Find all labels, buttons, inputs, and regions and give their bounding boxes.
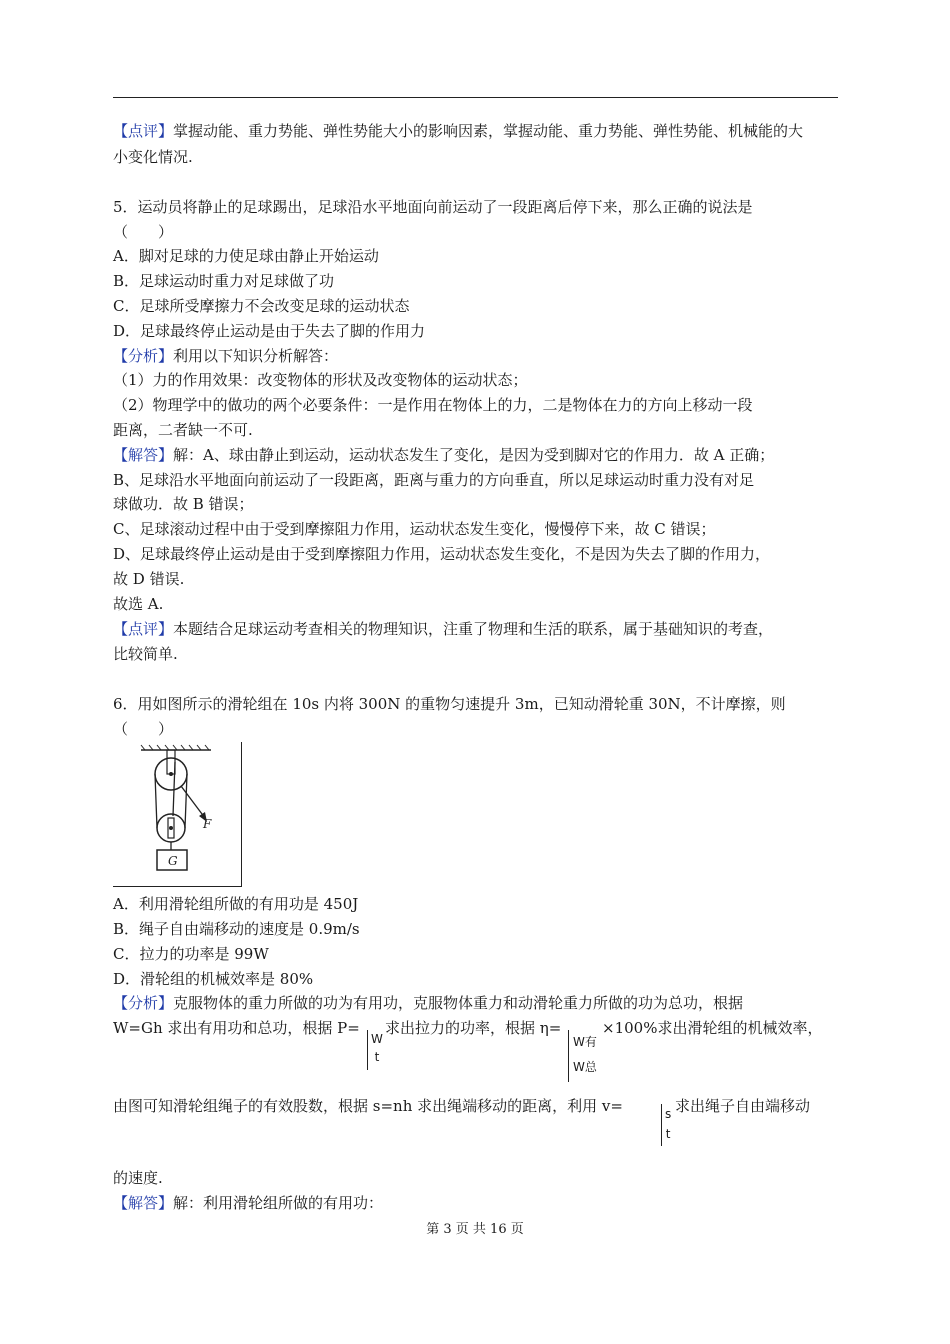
option-b: B．绳子自由端移动的速度是 0.9m/s bbox=[113, 920, 360, 938]
fraction-denominator: W总 bbox=[573, 1060, 597, 1074]
fraction-numerator: W有 bbox=[573, 1035, 597, 1049]
fraction-denominator: t bbox=[665, 1127, 671, 1141]
option-a: A．脚对足球的力使足球由静止开始运动 bbox=[113, 247, 379, 265]
analysis-tag: 【分析】 bbox=[113, 994, 174, 1012]
analysis-line: 距离，二者缺一不可. bbox=[113, 421, 253, 439]
text-line: 小变化情况. bbox=[113, 148, 193, 166]
answer-tag: 【解答】 bbox=[113, 1194, 174, 1212]
analysis-line: 的速度. bbox=[113, 1169, 163, 1187]
fraction-numerator: W bbox=[371, 1032, 383, 1046]
analysis-line: W=Gh 求出有用功和总功，根据 P= bbox=[113, 1019, 360, 1037]
answer-tag: 【解答】 bbox=[113, 446, 174, 464]
solution-line: 【解答】解：利用滑轮组所做的有用功： bbox=[113, 1194, 384, 1212]
analysis-line: 由图可知滑轮组绳子的有效股数，根据 s=nh 求出绳端移动的距离，利用 v= bbox=[113, 1097, 623, 1115]
analysis-tag: 【分析】 bbox=[113, 347, 174, 365]
weight-label: G bbox=[168, 854, 178, 868]
option-c: C．拉力的功率是 99W bbox=[113, 945, 269, 963]
solution-line: 故选 A. bbox=[113, 595, 164, 613]
review-tag: 【点评】 bbox=[113, 620, 174, 638]
solution-line: 【解答】解：A、球由静止到运动，运动状态发生了变化，是因为受到脚对它的作用力．故 A 正确； bbox=[113, 446, 775, 464]
force-label: F bbox=[203, 817, 212, 831]
fraction-numerator: s bbox=[665, 1107, 672, 1121]
analysis-line: ×100%求出滑轮组的机械效率， bbox=[602, 1019, 823, 1037]
analysis-line: 【分析】利用以下知识分析解答： bbox=[113, 347, 339, 365]
question-5-paren: （ ） bbox=[113, 223, 174, 241]
header-rule bbox=[113, 97, 838, 98]
solution-line: D、足球最终停止运动是由于受到摩擦阻力作用，运动状态发生变化，不是因为失去了脚的作用力， bbox=[113, 545, 771, 563]
velocity-fraction bbox=[661, 1104, 671, 1146]
option-d: D．滑轮组的机械效率是 80% bbox=[113, 970, 314, 988]
question-5-stem: 5．运动员将静止的足球踢出，足球沿水平地面向前运动了一段距离后停下来，那么正确的说法是 bbox=[113, 198, 753, 216]
power-fraction bbox=[367, 1030, 383, 1070]
text-line: 【点评】掌握动能、重力势能、弹性势能大小的影响因素，掌握动能、重力势能、弹性势能、机械能的大 bbox=[113, 122, 804, 140]
analysis-line: （2）物理学中的做功的两个必要条件：一是作用在物体上的力，二是物体在力的方向上移动一段 bbox=[113, 396, 753, 414]
option-a: A．利用滑轮组所做的有用功是 450J bbox=[113, 895, 359, 913]
review-line: 比较简单. bbox=[113, 645, 178, 663]
solution-line: 球做功．故 B 错误； bbox=[113, 495, 254, 513]
review-line: 【点评】本题结合足球运动考查相关的物理知识，注重了物理和生活的联系，属于基础知识的考查， bbox=[113, 620, 774, 638]
question-6-stem: 6．用如图所示的滑轮组在 10s 内将 300N 的重物匀速提升 3m，已知动滑轮重 30N，不计摩擦，则 bbox=[113, 695, 786, 713]
fraction-denominator: t bbox=[374, 1050, 380, 1064]
solution-line: B、足球沿水平地面向前运动了一段距离，距离与重力的方向垂直，所以足球运动时重力没有对足 bbox=[113, 471, 755, 489]
solution-line: 故 D 错误. bbox=[113, 570, 185, 588]
pulley-diagram bbox=[113, 742, 241, 886]
review-tag: 【点评】 bbox=[113, 122, 174, 140]
efficiency-fraction bbox=[568, 1030, 597, 1082]
pulley-figure bbox=[113, 742, 242, 887]
analysis-line: （1）力的作用效果：改变物体的形状及改变物体的运动状态； bbox=[113, 371, 528, 389]
solution-line: C、足球滚动过程中由于受到摩擦阻力作用，运动状态发生变化，慢慢停下来，故 C 错误； bbox=[113, 520, 716, 538]
option-b: B．足球运动时重力对足球做了功 bbox=[113, 272, 335, 290]
question-6-paren: （ ） bbox=[113, 720, 174, 738]
option-c: C．足球所受摩擦力不会改变足球的运动状态 bbox=[113, 297, 410, 315]
analysis-line: 求出拉力的功率，根据 η= bbox=[385, 1019, 562, 1037]
option-d: D．足球最终停止运动是由于失去了脚的作用力 bbox=[113, 322, 426, 340]
analysis-line: 求出绳子自由端移动 bbox=[675, 1097, 811, 1115]
analysis-line: 【分析】克服物体的重力所做的功为有用功，克服物体重力和动滑轮重力所做的功为总功，根据 bbox=[113, 994, 744, 1012]
page-footer: 第 3 页 共 16 页 bbox=[426, 1222, 524, 1237]
